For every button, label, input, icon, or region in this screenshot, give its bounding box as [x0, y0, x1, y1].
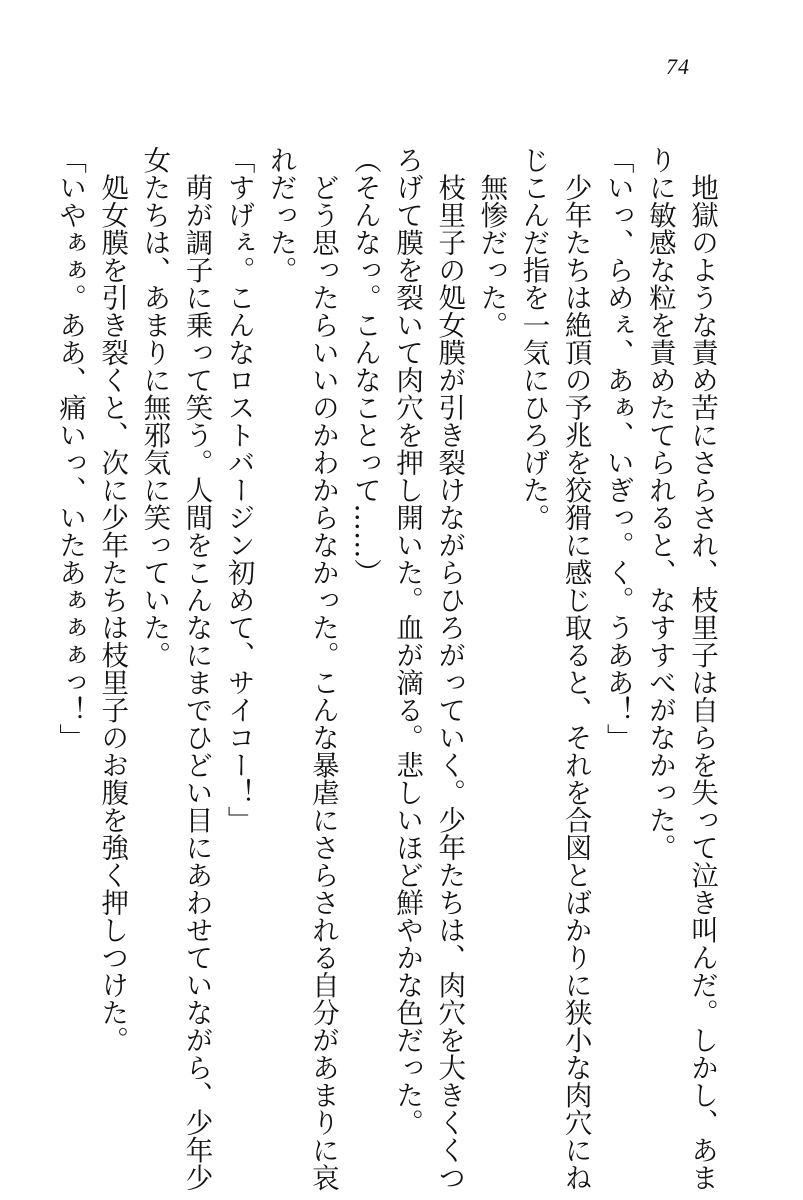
text-line: 萌が調子に乗って笑う。人間をこんなにまでひどい目にあわせていながら、少年少 [180, 146, 213, 1191]
text-line: 女たちは、あまりに無邪気に笑っていた。 [138, 146, 171, 669]
text-line: ろげて膜を裂いて肉穴を押し開いた。血が滴る。悲しいほど鮮やかな色だった。 [391, 146, 424, 1136]
text-line: 「すげぇ。こんなロストバージン初めて、サイコー！」 [222, 146, 255, 834]
text-line: （そんなっ。こんなことって……） [349, 146, 381, 586]
text-line: 無惨だった。 [475, 146, 508, 339]
text-line: 少年たちは絶頂の予兆を狡猾に感じ取ると、それを合図とばかりに狭小な肉穴にね [559, 146, 592, 1191]
text-line: どう思ったらいいのかわからなかった。こんな暴虐にさらされる自分があまりに哀 [306, 146, 339, 1191]
text-line: 地獄のような責め苦にさらされ、枝里子は自らを失って泣き叫んだ。しかし、あま [686, 146, 718, 1191]
text-line: じこんだ指を一気にひろげた。 [517, 146, 550, 531]
text-line: 処女膜を引き裂くと、次に少年たちは枝里子のお腹を強く押しつけた。 [96, 146, 129, 1054]
text-line: 枝里子の処女膜が引き裂けながらひろがっていく。少年たちは、肉穴を大きくくつ [433, 146, 466, 1191]
text-line: 「いやぁぁ。ああ、痛いっ、いたあぁぁぁっ！」 [54, 146, 87, 751]
text-line: りに敏感な粒を責めたてられると、なすすべがなかった。 [643, 146, 676, 861]
text-line: れだった。 [264, 146, 297, 284]
vertical-body-text [50, 146, 722, 1191]
text-line: 「いっ、らめぇ、あぁ、いぎっ。く。うああ！」 [601, 146, 634, 751]
page-number: 74 [666, 54, 690, 79]
